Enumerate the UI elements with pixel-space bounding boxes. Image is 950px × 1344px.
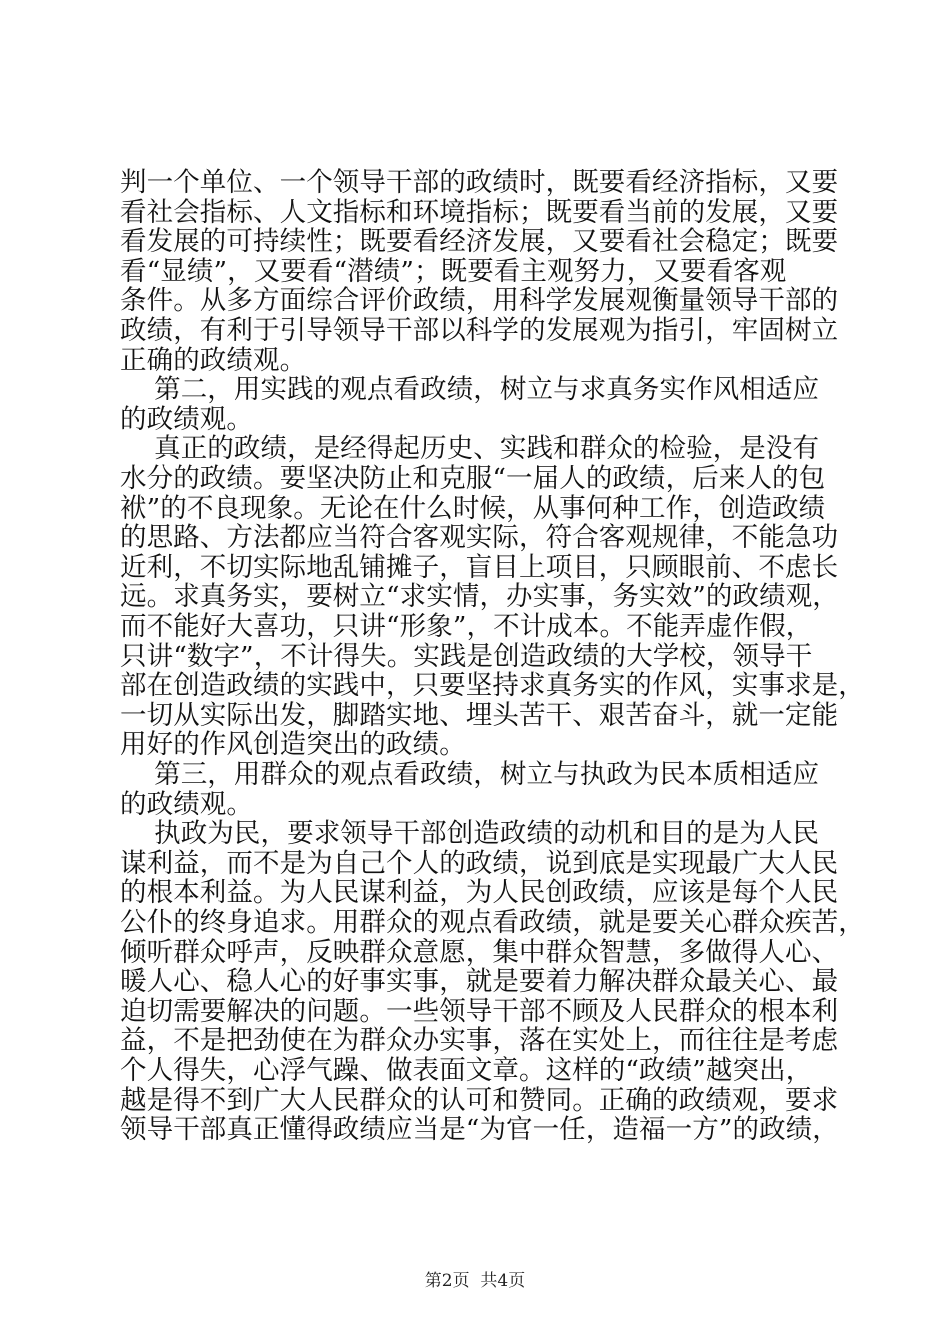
text-line: 正确的政绩观。 (120, 344, 307, 376)
text-line: 第二，用实践的观点看政绩，树立与求真务实作风相适应 (120, 374, 820, 406)
text-line: 真正的政绩，是经得起历史、实践和群众的检验，是没有 (120, 433, 820, 465)
text-line: 的根本利益。为人民谋利益，为人民创政绩，应该是每个人民 (120, 877, 839, 909)
text-line: 远。求真务实，要树立“求实情，办实事，务实效”的政绩观， (120, 581, 839, 613)
text-line: 一切从实际出发，脚踏实地、埋头苦干、艰苦奋斗，就一定能 (120, 699, 839, 731)
text-line: 公仆的终身追求。用群众的观点看政绩，就是要关心群众疾苦， (120, 907, 865, 938)
text-line: 看“显绩”，又要看“潜绩”；既要看主观努力，又要看客观 (120, 255, 787, 287)
text-line: 益，不是把劲使在为群众办实事，落在实处上，而往往是考虑 (120, 1025, 839, 1057)
text-line: 近利，不切实际地乱铺摊子，盲目上项目，只顾眼前、不虑长 (120, 551, 839, 583)
text-line: 倾听群众呼声，反映群众意愿，集中群众智慧，多做得人心、 (120, 936, 839, 968)
text-line: 袱”的不良现象。无论在什么时候，从事何种工作，创造政绩 (120, 492, 826, 524)
text-line: 迫切需要解决的问题。一些领导干部不顾及人民群众的根本利 (120, 995, 839, 1027)
text-line: 谋利益，而不是为自己个人的政绩，说到底是实现最广大人民 (120, 847, 839, 879)
text-line: 条件。从多方面综合评价政绩，用科学发展观衡量领导干部的 (120, 285, 839, 317)
text-line: 暖人心、稳人心的好事实事，就是要着力解决群众最关心、最 (120, 966, 839, 998)
text-line: 水分的政绩。要坚决防止和克服“一届人的政绩，后来人的包 (120, 463, 826, 494)
text-line: 的思路、方法都应当符合客观实际，符合客观规律，不能急功 (120, 522, 839, 554)
text-line: 判一个单位、一个领导干部的政绩时，既要看经济指标，又要 (120, 167, 839, 198)
text-line: 而不能好大喜功，只讲“形象”，不计成本。不能弄虚作假， (120, 611, 813, 642)
text-line: 的政绩观。 (120, 403, 253, 435)
text-line: 看社会指标、人文指标和环境指标；既要看当前的发展，又要 (120, 196, 839, 228)
text-line: 个人得失，心浮气躁、做表面文章。这样的“政绩”越突出， (120, 1055, 813, 1086)
page-footer: 第2页 共4页 (424, 1271, 526, 1291)
text-line: 第三，用群众的观点看政绩，树立与执政为民本质相适应 (120, 759, 820, 790)
text-line: 的政绩观。 (120, 788, 253, 820)
text-line: 只讲“数字”，不计得失。实践是创造政绩的大学校，领导干 (120, 640, 813, 672)
text-line: 部在创造政绩的实践中，只要坚持求真务实的作风，实事求是， (120, 670, 865, 702)
text-line: 政绩，有利于引导领导干部以科学的发展观为指引，牢固树立 (120, 315, 839, 346)
text-line: 看发展的可持续性；既要看经济发展，又要看社会稳定；既要 (120, 226, 839, 258)
text-line: 领导干部真正懂得政绩应当是“为官一任，造福一方”的政绩， (120, 1114, 839, 1146)
text-line: 用好的作风创造突出的政绩。 (120, 729, 466, 761)
text-line: 越是得不到广大人民群众的认可和赞同。正确的政绩观，要求 (120, 1084, 839, 1116)
text-line: 执政为民，要求领导干部创造政绩的动机和目的是为人民 (120, 818, 820, 850)
